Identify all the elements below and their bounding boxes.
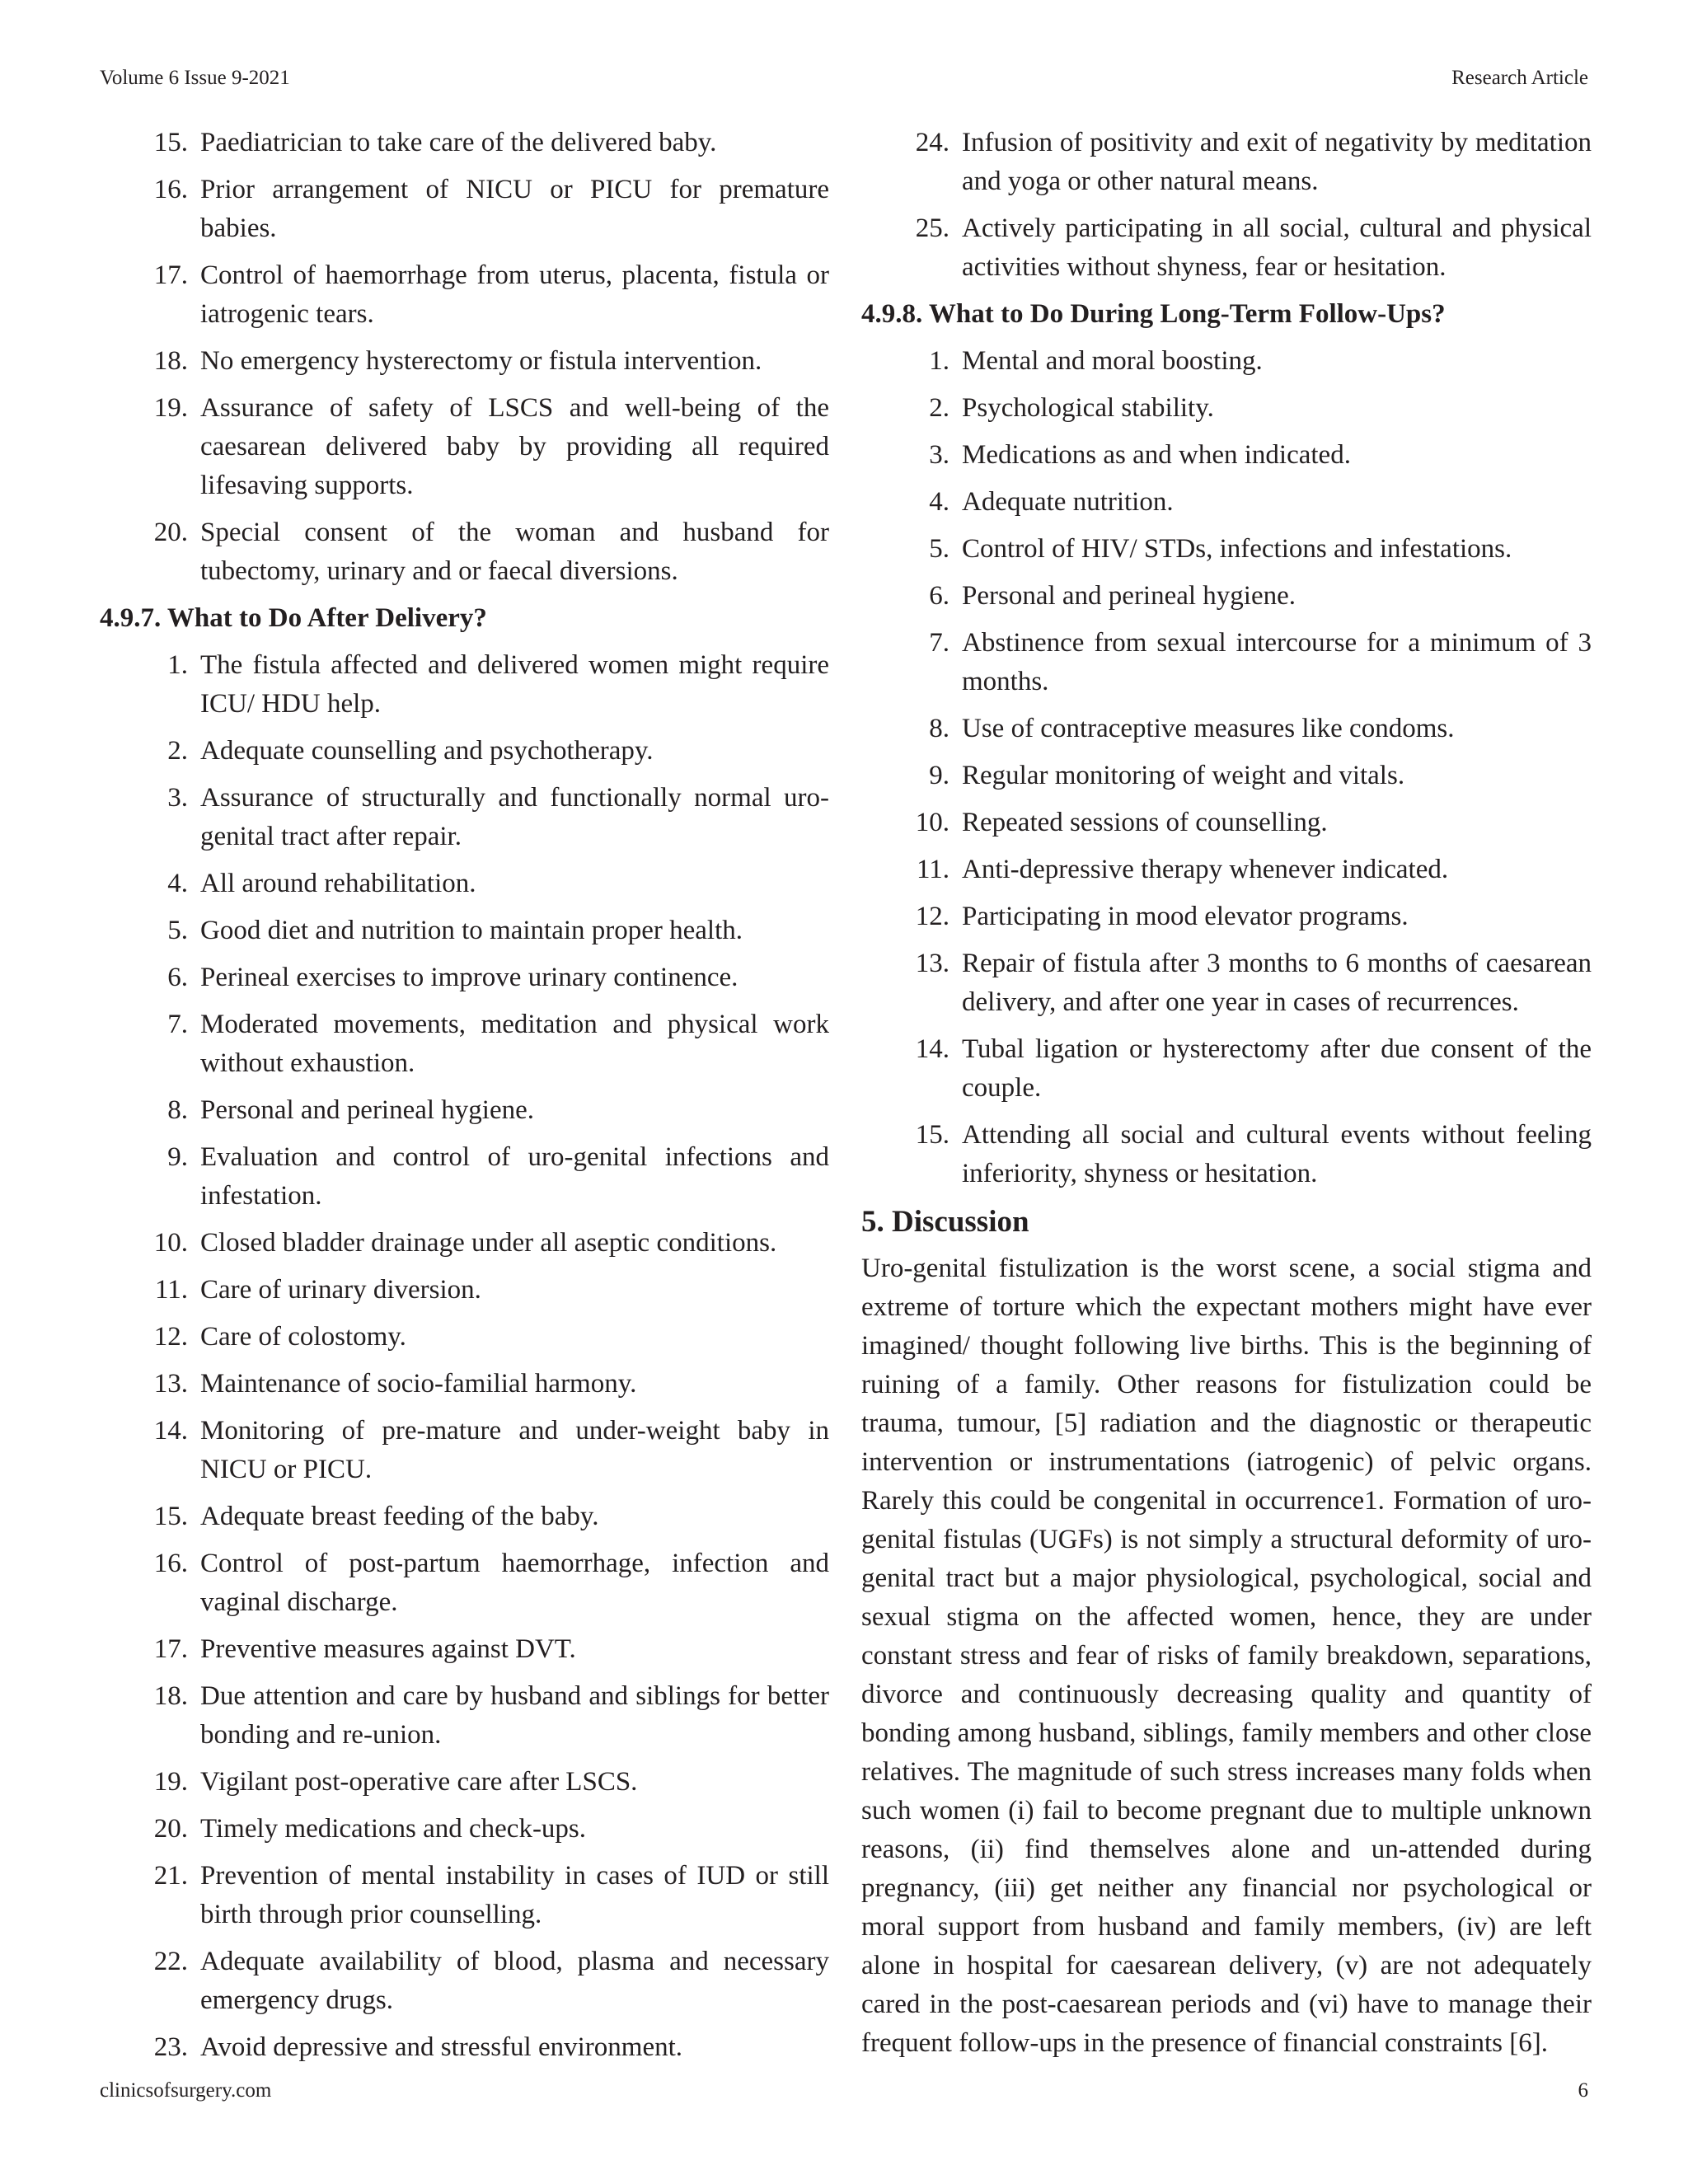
list-item-text: Avoid depressive and stressful environment.	[200, 2032, 683, 2062]
list-item-number: 24.	[915, 128, 950, 157]
list-item-text: Due attention and care by husband and siblings for better bonding and re-union.	[200, 1681, 829, 1750]
list-item-text: Attending all social and cultural events without feeling inferiority, shyness or hesitation.	[962, 1120, 1592, 1188]
list-item-number: 16.	[153, 1549, 188, 1578]
list-item-text: Control of post-partum haemorrhage, infection and vaginal discharge.	[200, 1549, 829, 1617]
list-item-text: Psychological stability.	[962, 393, 1214, 423]
right-column	[861, 124, 1592, 2063]
list-item-number: 2.	[929, 393, 950, 423]
list-item-text: Prevention of mental instability in cases of IUD or still birth through prior counselling.	[200, 1861, 829, 1929]
list-item-number: 1.	[167, 650, 188, 680]
journal-volume: Volume 6 Issue 9-2021	[100, 67, 290, 89]
list-item-number: 16.	[153, 175, 188, 204]
list-item-text: No emergency hysterectomy or fistula intervention.	[200, 346, 762, 376]
list-item-number: 15.	[153, 1502, 188, 1531]
list-item-number: 8.	[167, 1095, 188, 1125]
list-item-text: All around rehabilitation.	[200, 869, 476, 898]
list-item-text: Personal and perineal hygiene.	[200, 1095, 535, 1125]
list-item-number: 23.	[153, 2032, 188, 2062]
list-item-number: 15.	[153, 128, 188, 157]
list-item-text: Evaluation and control of uro-genital infections and infestation.	[200, 1142, 829, 1211]
list-item-number: 5.	[929, 534, 950, 564]
list-item-number: 15.	[915, 1120, 950, 1150]
list-item	[861, 851, 1592, 889]
list-item-text: Control of HIV/ STDs, infections and infestations.	[962, 534, 1512, 564]
list-item	[861, 898, 1592, 936]
list-item-text: Monitoring of pre-mature and under-weight baby in NICU or PICU.	[200, 1416, 829, 1484]
list-item	[861, 624, 1592, 701]
list-item	[861, 389, 1592, 428]
list-item-text: Abstinence from sexual intercourse for a minimum of 3 months.	[962, 628, 1592, 696]
list-item-text: Prior arrangement of NICU or PICU for premature babies.	[200, 175, 829, 243]
list-item-number: 12.	[153, 1322, 188, 1352]
list-item-text: Participating in mood elevator programs.	[962, 902, 1409, 931]
list-item	[100, 732, 829, 771]
list-item-text: Tubal ligation or hysterectomy after due consent of the couple.	[962, 1034, 1592, 1103]
list-item	[100, 1857, 829, 1934]
list-item-text: Repair of fistula after 3 months to 6 months of caesarean delivery, and after one year in cases of recurrences.	[962, 949, 1592, 1017]
list-item-text: Anti-depressive therapy whenever indicated.	[962, 855, 1449, 884]
list-item-number: 18.	[153, 1681, 188, 1711]
list-item-text: Closed bladder drainage under all aseptic conditions.	[200, 1228, 777, 1258]
list-item-number: 20.	[153, 518, 188, 547]
list-item-text: Preventive measures against DVT.	[200, 1634, 576, 1664]
list-item	[100, 389, 829, 505]
list-item-number: 9.	[929, 761, 950, 790]
list-item	[100, 1544, 829, 1622]
list-item	[861, 757, 1592, 795]
list-item-text: Assurance of structurally and functionally normal uro-genital tract after repair.	[200, 783, 829, 851]
list-after-delivery-continued	[861, 124, 1592, 287]
left-column	[100, 124, 829, 2075]
list-item	[861, 1030, 1592, 1108]
list-item	[100, 912, 829, 950]
heading-long-term-follow-ups: 4.9.8. What to Do During Long-Term Follow-Ups?	[861, 299, 1446, 329]
list-item-text: Moderated movements, meditation and physical work without exhaustion.	[200, 1010, 829, 1078]
list-item	[100, 124, 829, 162]
list-item-text: The fistula affected and delivered women might require ICU/ HDU help.	[200, 650, 829, 719]
list-item-number: 6.	[929, 581, 950, 611]
list-item	[861, 342, 1592, 381]
list-item-number: 18.	[153, 346, 188, 376]
list-item-number: 3.	[929, 440, 950, 470]
list-item-number: 11.	[916, 855, 950, 884]
list-item-number: 11.	[154, 1275, 188, 1305]
list-item	[861, 483, 1592, 522]
list-item	[100, 1763, 829, 1802]
heading-after-delivery: 4.9.7. What to Do After Delivery?	[100, 603, 487, 633]
list-item	[100, 1005, 829, 1083]
list-item-number: 3.	[167, 783, 188, 813]
list-item-number: 2.	[167, 736, 188, 766]
list-item-text: Adequate counselling and psychotherapy.	[200, 736, 654, 766]
list-item	[100, 513, 829, 591]
list-item-text: Paediatrician to take care of the delivered baby.	[200, 128, 717, 157]
page-number: 6	[1578, 2079, 1588, 2102]
list-item	[100, 1677, 829, 1755]
discussion-title: 5. Discussion	[861, 1205, 1029, 1239]
list-item-number: 19.	[153, 1767, 188, 1797]
list-item	[861, 209, 1592, 287]
list-item-text: Good diet and nutrition to maintain proper health.	[200, 916, 743, 945]
list-item	[861, 530, 1592, 569]
list-item-text: Adequate nutrition.	[962, 487, 1174, 517]
list-item	[100, 342, 829, 381]
list-item-text: Adequate breast feeding of the baby.	[200, 1502, 599, 1531]
list-item	[100, 1943, 829, 2020]
list-item-number: 14.	[153, 1416, 188, 1446]
list-item	[100, 779, 829, 856]
list-item	[100, 1224, 829, 1263]
list-item-text: Personal and perineal hygiene.	[962, 581, 1296, 611]
list-item-number: 4.	[929, 487, 950, 517]
list-item-number: 14.	[915, 1034, 950, 1064]
list-item	[861, 804, 1592, 842]
list-item-number: 9.	[167, 1142, 188, 1172]
list-item	[100, 1318, 829, 1357]
list-item	[100, 958, 829, 997]
list-item-number: 10.	[915, 808, 950, 837]
list-item	[861, 577, 1592, 616]
list-item-number: 10.	[153, 1228, 188, 1258]
list-item-text: Care of urinary diversion.	[200, 1275, 481, 1305]
list-item	[861, 944, 1592, 1022]
list-item	[100, 1412, 829, 1489]
list-item-text: Assurance of safety of LSCS and well-being of the caesarean delivered baby by providing all required lifesaving supports.	[200, 393, 829, 500]
list-item-number: 7.	[929, 628, 950, 658]
list-item-number: 13.	[915, 949, 950, 978]
list-item-text: Infusion of positivity and exit of negativity by meditation and yoga or other natural means.	[962, 128, 1592, 196]
list-long-term-follow-ups	[861, 342, 1592, 1193]
list-item-number: 12.	[915, 902, 950, 931]
list-item	[100, 2028, 829, 2067]
list-item-number: 5.	[167, 916, 188, 945]
list-item-text: Timely medications and check-ups.	[200, 1814, 587, 1844]
list-item-number: 6.	[167, 963, 188, 992]
list-item-number: 25.	[915, 213, 950, 243]
list-item-text: Care of colostomy.	[200, 1322, 406, 1352]
list-item	[100, 1271, 829, 1310]
list-item	[100, 865, 829, 903]
discussion-paragraph: Uro-genital fistulization is the worst scene, a social stigma and extreme of torture which the expectant mothers might have ever imagined/ thought following live births. This is the beginning of ruining of a family. Other reasons for fistulization could be trauma, tumour, [5] radiation and the diagnostic or therapeutic intervention or instrumentations (iatrogenic) of pelvic organs. Rarely this could be congenital in occurrence1. Formation of uro-genital fistulas (UGFs) is not simply a structural deformity of uro-genital tract but a major physiological, psychological, social and sexual stigma on the affected women, hence, they are under constant stress and fear of risks of family breakdown, separations, divorce and continuously decreasing quality and quantity of bonding among husband, siblings, family members and other close relatives. The magnitude of such stress increases many folds when such women (i) fail to become pregnant due to multiple unknown reasons, (ii) find themselves alone and un-attended during pregnancy, (iii) get neither any financial nor psychological or moral support from husband and family members, (iv) are left alone in hospital for caesarean delivery, (v) are not adequately cared in the post-caesarean periods and (vi) have to manage their frequent follow-ups in the presence of financial constraints [6].	[861, 1254, 1592, 2058]
list-item-number: 8.	[929, 714, 950, 743]
list-item-number: 20.	[153, 1814, 188, 1844]
list-item-text: Maintenance of socio-familial harmony.	[200, 1369, 637, 1399]
list-item-number: 1.	[929, 346, 950, 376]
list-item-number: 17.	[153, 1634, 188, 1664]
list-item	[100, 1810, 829, 1849]
list-item-number: 17.	[153, 260, 188, 290]
list-item-text: Vigilant post-operative care after LSCS.	[200, 1767, 638, 1797]
list-item-text: Medications as and when indicated.	[962, 440, 1351, 470]
list-pre-delivery-continued	[100, 124, 829, 591]
list-item-text: Perineal exercises to improve urinary continence.	[200, 963, 738, 992]
list-after-delivery	[100, 646, 829, 2067]
list-item	[100, 256, 829, 334]
list-item	[100, 1091, 829, 1130]
list-item	[100, 646, 829, 724]
article-type: Research Article	[1451, 67, 1588, 89]
list-item	[861, 124, 1592, 201]
list-item	[861, 1116, 1592, 1193]
list-item	[100, 1497, 829, 1536]
list-item-text: Use of contraceptive measures like condoms.	[962, 714, 1455, 743]
journal-website: clinicsofsurgery.com	[100, 2079, 272, 2102]
list-item-text: Actively participating in all social, cultural and physical activities without shyness, fear or hesitation.	[962, 213, 1592, 282]
list-item	[100, 1630, 829, 1669]
list-item-number: 4.	[167, 869, 188, 898]
list-item	[100, 1138, 829, 1216]
list-item-number: 19.	[153, 393, 188, 423]
list-item-text: Adequate availability of blood, plasma and necessary emergency drugs.	[200, 1947, 829, 2015]
list-item-number: 13.	[153, 1369, 188, 1399]
list-item-number: 7.	[167, 1010, 188, 1039]
list-item	[100, 171, 829, 248]
list-item	[861, 710, 1592, 748]
list-item-text: Control of haemorrhage from uterus, placenta, fistula or iatrogenic tears.	[200, 260, 829, 329]
list-item-text: Regular monitoring of weight and vitals.	[962, 761, 1405, 790]
list-item-text: Special consent of the woman and husband for tubectomy, urinary and or faecal diversions.	[200, 518, 829, 586]
list-item-number: 22.	[153, 1947, 188, 1976]
list-item	[861, 436, 1592, 475]
list-item-text: Mental and moral boosting.	[962, 346, 1263, 376]
list-item	[100, 1365, 829, 1404]
list-item-number: 21.	[153, 1861, 188, 1891]
list-item-text: Repeated sessions of counselling.	[962, 808, 1328, 837]
